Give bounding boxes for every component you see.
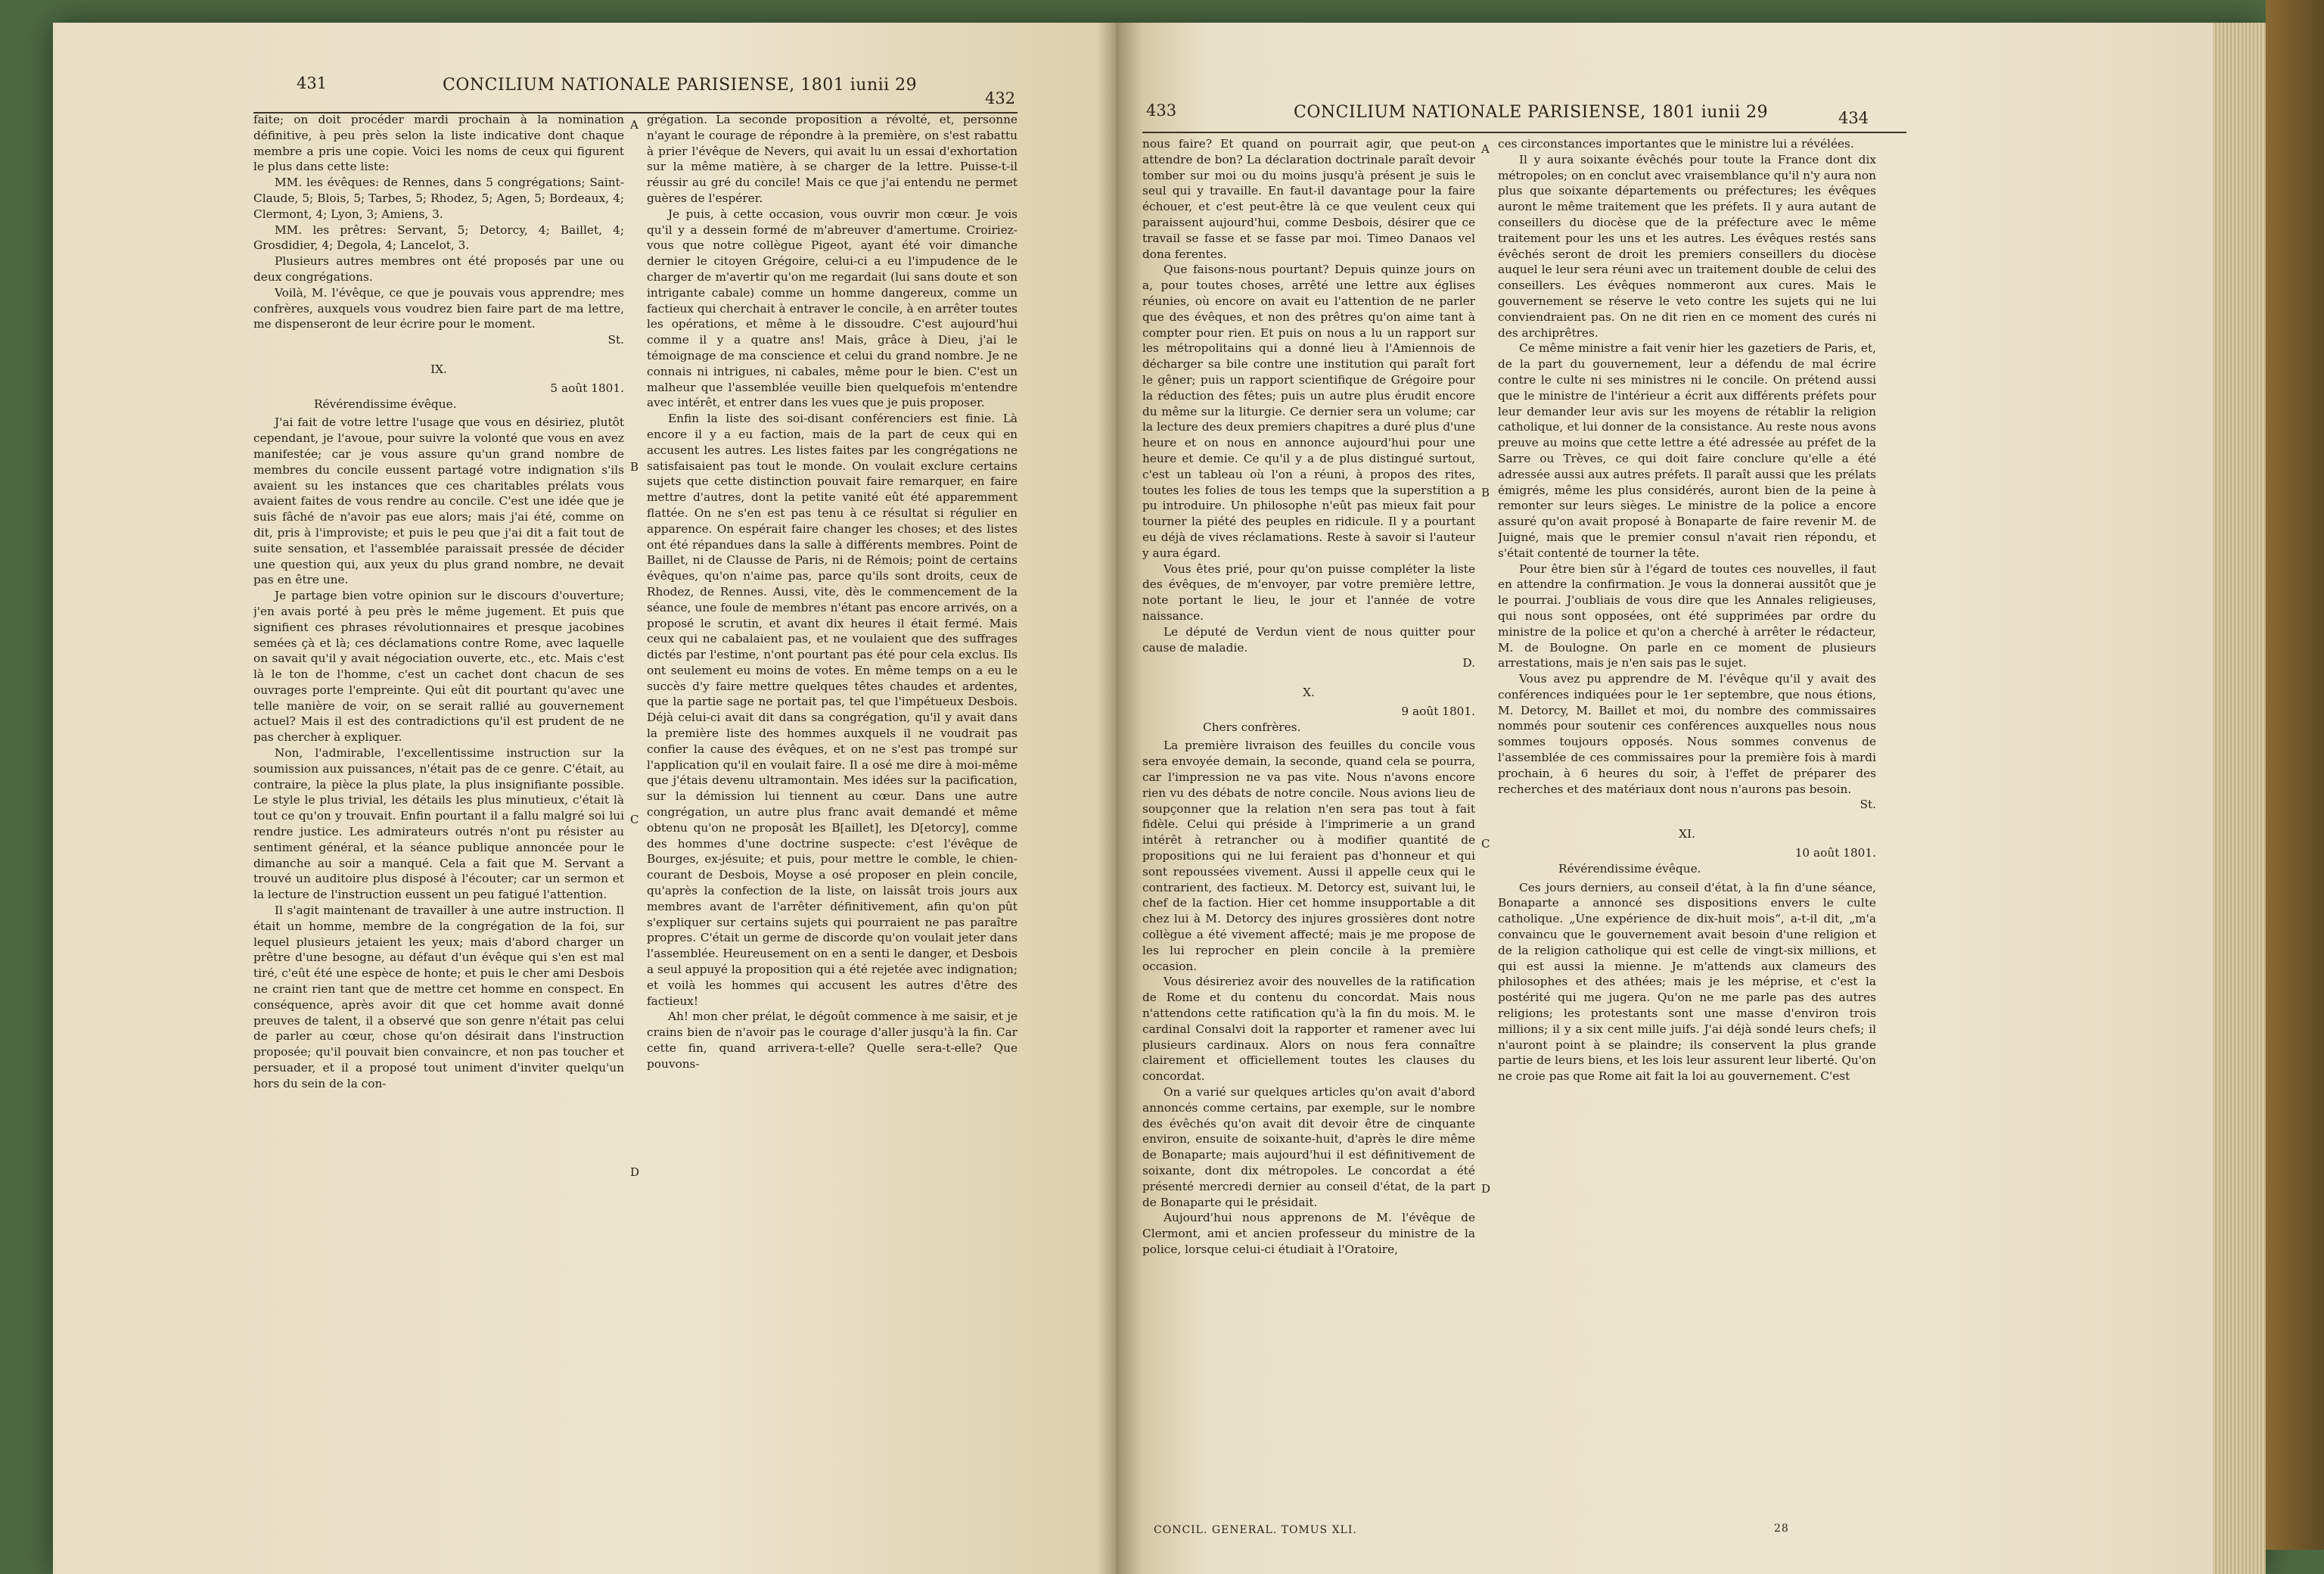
letter-number: X. [1303, 686, 1315, 700]
letter-salutation: Révérendissime évêque. [1558, 861, 1701, 876]
paragraph: J'ai fait de votre lettre l'usage que vous en désiriez, plutôt cependant, je l'avoue, pour suivre la volonté que vous en avez manifestée; car je vous assure qu'un grand nombre de membres du concile eussent partagé votre indignation s'ils avaient su les instances que ces charitables prélats vous avaient faites de vous rendre au concile. C'est une idée que je suis fâché de n'avoir pas eue alors; mais j'ai été, comme on dit, pris à l'improviste; et puis le peu que j'ai dit a fait tout de suite sensation, et l'assemblée paraissait pressée de décider une question qui, aux yeux du plus grand nombre, ne devait pas en être une. [253, 415, 624, 587]
column-number-433: 433 [1146, 101, 1177, 120]
paragraph: Je puis, à cette occasion, vous ouvrir mon cœur. Je vois qu'il y a dessein formé de m'abreuver d'amertume. Croiriez-vous que notre collègue Pigeot, ayant été voir dimanche dernier le citoyen Grégoire, celui-ci a eu l'impudence de le charger de m'avertir qu'on me regardait (lui sans doute et son intrigante cabale) comme un homme dangereux, comme un factieux qui cherchait à entraver le concile, à en arrêter toutes les opérations, et même à le dissoudre. C'est aujourd'hui comme il y a quatre ans! Mais, grâce à Dieu, j'ai le témoignage de ma conscience et celui du grand nombre. Je ne connais ni intrigues, ni cabales, même pour le bien. C'est un malheur que l'assemblée veuille bien quelquefois m'entendre avec intérêt, et entrer dans les vues que je puis proposer. [647, 207, 1018, 410]
paragraph: Pour être bien sûr à l'égard de toutes ces nouvelles, il faut en attendre la confirmation. Je vous la donnerai aussitôt que je le pourrai. J'oubliais de vous dire que les Annales religieuses, qui nous sont opposées, ont été supprimées par ordre du ministre de la police et qu'on a cherché à arrêter le rédacteur, M. de Boulogne. On parle en ce moment de plusieurs arrestations, mais je n'en sais pas le sujet. [1498, 561, 1876, 670]
margin-letter-a-left: A [630, 118, 638, 132]
letter-signature: D. [1462, 656, 1475, 670]
letter-number: IX. [430, 362, 447, 376]
margin-letter-d-right: D [1481, 1182, 1491, 1196]
margin-letter-a-right: A [1481, 142, 1490, 156]
text-column-431 [253, 112, 624, 1535]
letter-salutation: Révérendissime évêque. [314, 397, 457, 411]
paragraph: Ah! mon cher prélat, le dégoût commence à me saisir, et je crains bien de n'avoir pas le courage d'aller jusqu'à la fin. Car cette fin, quand arrivera-t-elle? Quelle sera-t-elle? Que pouvons- [647, 1009, 1018, 1071]
paragraph: Je partage bien votre opinion sur le discours d'ouverture; j'en avais porté à peu près le même jugement. Et puis que signifient ces phrases révolutionnaires et presque jacobines semées çà et là; ces déclamations contre Rome, avec laquelle on savait qu'il y avait négociation ouverte, etc., etc. Mais c'est là le ton de l'homme, c'est un cachet dont chacun de ses ouvrages porte l'empreinte. Qui eût dit pourtant qu'avec une telle manière de voir, on se serait rallié au gouvernement actuel? Mais il est des contradictions qu'il est prudent de ne pas chercher à expliquer. [253, 589, 624, 745]
paragraph: Non, l'admirable, l'excellentissime instruction sur la soumission aux puissances, n'était pas de ce genre. C'était, au contraire, la pièce la plus plate, la plus insignifiante possible. Le style le plus trivial, les détails les plus minutieux, c'était là tout ce qu'on y trouvait. Enfin pourtant il a fallu malgré soi lui rendre justice. Les admirateurs outrés n'ont pu résister au sentiment général, et la séance publique annoncée pour le dimanche au soir a manqué. Cela a fait que M. Servant a trouvé un auditoire plus disposé à l'écouter; car un sermon et la lecture de l'instruction eussent un peu fatigué l'attention. [253, 746, 624, 902]
paragraph: On a varié sur quelques articles qu'on avait d'abord annoncés comme certains, par exemple, sur le nombre des évêchés qu'on avait dit devoir être de cinquante environ, ensuite de soixante-huit, d'après le dire même de Bonaparte; mais aujourd'hui il est définitivement de soixante, dont dix métropoles. Le concordat a été présenté mercredi dernier au conseil d'état, de la part de Bonaparte qui le présidait. [1142, 1085, 1475, 1209]
book-gutter [1097, 23, 1142, 1574]
paragraph: Plusieurs autres membres ont été proposés par une ou deux congrégations. [253, 254, 624, 284]
paragraph: Le député de Verdun vient de nous quitter pour cause de maladie. [1142, 624, 1475, 655]
paragraph: Il s'agit maintenant de travailler à une autre instruction. Il était un homme, membre de la congrégation de la foi, sur lequel plusieurs jetaient les yeux; mais d'abord charger un prêtre d'une besogne, au défaut d'un évêque qui s'en est mal tiré, c'eût été une espèce de honte; et puis le cher ami Desbois ne craint rien tant que de mettre cet homme en conspect. En conséquence, après avoir dit que cet homme avait donné preuves de talent, il a observé que son genre n'était pas celui de parler au cœur, chose qu'on désirait dans l'instruction proposée; qu'il pouvait bien convaincre, et non pas toucher et persuader, et il a proposé tout uniment d'inviter quelqu'un hors du sein de la con- [253, 904, 624, 1090]
paragraph: Aujourd'hui nous apprenons de M. l'évêque de Clermont, ami et ancien professeur du ministre de la police, lorsque celui-ci étudiait à l'Oratoire, [1142, 1211, 1475, 1256]
letter-number: XI. [1679, 827, 1695, 841]
letter-signature: St. [1860, 798, 1876, 812]
sheet-number: 28 [1774, 1523, 1789, 1535]
paragraph: Enfin la liste des soi-disant conférenciers est finie. Là encore il y a eu faction, mais de la part de ceux qui en accusent les autres. Les listes faites par les congrégations ne satisfaisaient pas tout le monde. On voulait exclure certains sujets que cette distinction pouvait faire remarquer, en faire mettre d'autres, dont la petite vanité eût été apparemment flattée. On ne s'en est pas tenu à ce résultat si régulier en apparence. On espérait faire changer les choses; et des listes ont été répandues dans la salle à différents membres. Point de Baillet, ni de Clausse de Paris, ni de Rémois; point de certains évêques, qu'on n'aime pas, parce qu'ils sont droits, ceux de Rhodez, de Rennes. Aussi, vite, dès le commencement de la séance, une foule de membres n'étant pas encore arrivés, on a proposé le scrutin, et avant dix heures il était fermé. Mais ceux qui ne cabalaient pas, et ne voulaient que des suffrages dictés par l'estime, n'ont pourtant pas été pour cela exclus. Ils ont seulement eu moins de votes. En même temps on a eu le succès d'y faire mettre quelques têtes chaudes et ardentes, que la partie sage ne portait pas, tel que l'impétueux Desbois. Déjà celui-ci avait dit dans sa congrégation, qu'il y avait dans la première liste des hommes auxquels il ne voudrait pas confier la cause des évêques, et on ne s'est pas trompé sur l'application qu'il en voulait faire. Il a osé me dire à moi-même que j'étais devenu ultramontain. Mes idées sur la pacification, sur la démission lui tiennent au cœur. Dans une autre congrégation, un autre plus franc avait demandé et même obtenu qu'on ne proposât les B[aillet], les D[etorcy], comme des hommes d'une doctrine suspecte: c'est l'évêque de Bourges, ex-jésuite; et puis, pour mettre le comble, le chien-courant de Desbois, Moyse a osé proposer en plein concile, qu'après la confection de la liste, on laissât trois jours aux membres avant de l'arrêter définitivement, afin qu'on pût s'expliquer sur certains sujets qui pourraient ne pas paraître propres. C'était un germe de discorde qu'on voulait jeter dans l'assemblée. Heureusement on en a senti le danger, et Desbois a seul appuyé la proposition qui a été rejetée avec indignation; et voilà les hommes qui accusent les autres d'être des factieux! [647, 412, 1018, 1008]
paragraph: Vous êtes prié, pour qu'on puisse compléter la liste des évêques, de m'envoyer, par votre première lettre, note portant le lieu, le jour et l'année de votre naissance. [1142, 561, 1475, 623]
letter-salutation: Chers confrères. [1203, 720, 1301, 734]
paragraph: Que faisons-nous pourtant? Depuis quinze jours on a, pour toutes choses, arrêté une lettre aux églises réunies, où encore on avait eu l'attention de ne parler que des évêques, et non des prêtres qu'on aime tant à compter pour rien. Et puis on nous a lu un rapport sur les métropolitains qui a donné lieu à l'Amiennois de décharger sa bile contre une institution qui paraît fort le gêner; puis un rapport scientifique de Grégoire pour la réduction des fêtes; puis un autre plus érudit encore du même sur la liturgie. Ce dernier sera un volume; car la lecture des deux premiers chapitres a duré plus d'une heure et on nous en annonce aujourd'hui pour une heure et demie. Ce qu'il y a de plus distingué surtout, c'est un tableau où l'on a réuni, à propos des rites, toutes les folies de tous les temps que la superstition a pu introduire. Un philosophe n'eût pas mieux fait pour tourner la piété des peuples en ridicule. Il y a pourtant eu déjà de vives réclamations. Reste à savoir si l'auteur y aura égard. [1142, 263, 1475, 560]
paragraph: Ce même ministre a fait venir hier les gazetiers de Paris, et, de la part du gouvernement, leur a défendu de mal écrire contre le culte ni ses ministres ni le concile. On prétend aussi que le ministre de l'intérieur a écrit aux différents préfets pour leur demander leur avis sur les moyens de rétablir la religion catholique, et lui donner de la consistance. Au reste nous avons preuve au moins que cette lettre a été adressée au préfet de la Sarre ou Trèves, ce qui doit faire conclure qu'elle a été adressée aussi aux autres préfets. Il paraît aussi que les prélats émigrés, même les plus considérés, auront bien de la peine à remonter sur leurs sièges. Le ministre de la police a encore assuré qu'on avait proposé à Bonaparte de faire revenir M. de Juigné, mais que le premier consul n'avait rien répondu, et s'était contenté de tourner la tête. [1498, 341, 1876, 560]
letter-date: 5 août 1801. [550, 381, 624, 395]
margin-letter-b-left: B [630, 460, 639, 474]
page-edges [2213, 23, 2266, 1574]
signature-mark: CONCIL. GENERAL. TOMUS XLI. [1154, 1524, 1357, 1536]
paragraph: Vous avez pu apprendre de M. l'évêque qu'il y avait des conférences indiquées pour le 1er septembre, que nous étions, M. Detorcy, M. Baillet et moi, du nombre des commissaires nommés pour soutenir ces conférences auxquelles nous nous sommes toujours opposés. Nous sommes convenus de l'assemblée de ces commissaires pour la première fois à mardi prochain, à 6 heures du soir, à l'effet de préparer des recherches et des matériaux dont nous n'aurons pas besoin. [1498, 672, 1876, 796]
paragraph: ces circonstances importantes que le ministre lui a révélées. [1498, 137, 1854, 151]
book-cover-edge [2266, 0, 2324, 1550]
letter-date: 10 août 1801. [1794, 846, 1876, 860]
letter-date: 9 août 1801. [1401, 704, 1475, 718]
paragraph: Voilà, M. l'évêque, ce que je pouvais vous apprendre; mes confrères, auxquels vous voudrez bien faire part de ma lettre, me dispenseront de leur écrire pour le moment. [253, 285, 624, 331]
margin-letter-c-left: C [630, 813, 639, 826]
paragraph: MM. les prêtres: Servant, 5; Detorcy, 4; Baillet, 4; Grosdidier, 4; Degola, 4; Lancelot, 3. [253, 222, 624, 253]
letter-signature: St. [607, 333, 624, 347]
paragraph: nous faire? Et quand on pourrait agir, que peut-on attendre de bon? La déclaration doctrinale paraît devoir tomber sur moi ou du moins jusqu'à présent je suis le seul qui y travaille. En faut-il davantage pour la faire échouer, et c'est peut-être là ce que veulent ceux qui paraissent aujourd'hui, comme Desbois, désirer que ce travail se fasse et se fasse par moi. Timeo Danaos vel dona ferentes. [1142, 137, 1475, 261]
paragraph: Vous désireriez avoir des nouvelles de la ratification de Rome et du contenu du concordat. Mais nous n'attendons cette ratification qu'à la fin du mois. M. le cardinal Consalvi doit la rapporter et ramener avec lui plusieurs cardinaux. Alors on nous fera connaître clairement et officiellement toutes les clauses du concordat. [1142, 975, 1475, 1084]
margin-letter-c-right: C [1481, 837, 1490, 851]
margin-letter-d-left: D [630, 1165, 640, 1179]
paragraph: La première livraison des feuilles du concile vous sera envoyée demain, la seconde, quand cela se pourra, car l'impression ne va pas vite. Nous n'avons encore rien vu des débats de notre concile. Nous avions lieu de soupçonner que la relation n'en sera pas tout à fait fidèle. Celui qui préside à l'imprimerie a un grand intérêt à retrancher ou à modifier quantité de propositions qui ne lui feraient pas d'honneur et qui sont repoussées vivement. Aussi il appelle ceux qui le contrarient, des factieux. M. Detorcy est, suivant lui, le chef de la faction. Hier cet homme insupportable a dit chez lui à M. Detorcy des injures grossières dont notre collègue a été vivement affecté; mais je me propose de les lui reprocher en plein concile à la première occasion. [1142, 739, 1475, 973]
text-column-433 [1142, 136, 1475, 1544]
paragraph: grégation. La seconde proposition a révolté, et, personne n'ayant le courage de répondre à la première, on s'est rabattu à prier l'évêque de Nevers, qui avait lu un essai d'exhortation sur la même matière, à se charger de la lettre. Puisse-t-il réussir au gré du concile! Mais ce que j'ai entendu ne permet guères de l'espérer. [647, 113, 1018, 205]
text-column-434 [1498, 136, 1876, 1536]
margin-letter-b-right: B [1481, 486, 1490, 499]
text-column-432 [647, 112, 1018, 1535]
running-head-left: CONCILIUM NATIONALE PARISIENSE, 1801 iunii 29 [443, 76, 918, 95]
book-spread [53, 23, 2266, 1574]
running-head-right: CONCILIUM NATIONALE PARISIENSE, 1801 iunii 29 [1294, 103, 1769, 122]
paragraph: MM. les évêques: de Rennes, dans 5 congrégations; Saint-Claude, 5; Blois, 5; Tarbes, 5; Rhodez, 5; Agen, 5; Bordeaux, 4; Clermont, 4; Lyon, 3; Amiens, 3. [253, 176, 624, 221]
head-rule-right [1142, 132, 1906, 133]
paragraph: Il y aura soixante évêchés pour toute la France dont dix métropoles; on en conclut avec vraisemblance qu'il n'y aura non plus que soixante départements ou préfectures; les évêques auront le même traitement que les préfets. Il y aura autant de conseillers du diocèse que de la préfecture avec le même traitement pour les uns et les autres. Les évêques restés sans évêchés seront de droit les premiers conseillers du diocèse auquel le leur sera réuni avec un traitement double de celui des conseillers. Les évêques nommeront aux cures. Mais le gouvernement se réserve le veto contre les sujets qui ne lui conviendraient pas. On ne dit rien en ce moment des curés ni des archiprêtres. [1498, 152, 1876, 340]
column-number-432: 432 [985, 89, 1016, 107]
paragraph: Ces jours derniers, au conseil d'état, à la fin d'une séance, Bonaparte a annoncé ses dispositions envers le culte catholique. „Une expérience de dix-huit mois“, a-t-il dit, „m'a convaincu que le gouvernement avait besoin d'une religion et de la religion catholique qui est celle de vingt-six millions, et qui est aussi la mienne. Je m'attends aux clameurs des philosophes et des athées; mais je les méprise, et c'est la postérité qui me jugera. Qu'on ne me parle pas des autres religions; les protestants sont une masse d'environ trois millions; il y a six cent mille juifs. J'ai déjà sondé leurs chefs; il n'auront point à se plaindre; ils conservent la plus grande partie de leurs biens, et les lois leur assurent leur liberté. Qu'on ne croie pas que Rome ait fait la loi au gouvernement. C'est [1498, 880, 1876, 1084]
paragraph: faite; on doit procéder mardi prochain à la nomination définitive, à peu près selon la liste indicative dont chaque membre a pris une copie. Voici les noms de ceux qui figurent le plus dans cette liste: [253, 113, 624, 174]
column-number-431: 431 [297, 74, 328, 92]
column-number-434: 434 [1838, 109, 1869, 127]
